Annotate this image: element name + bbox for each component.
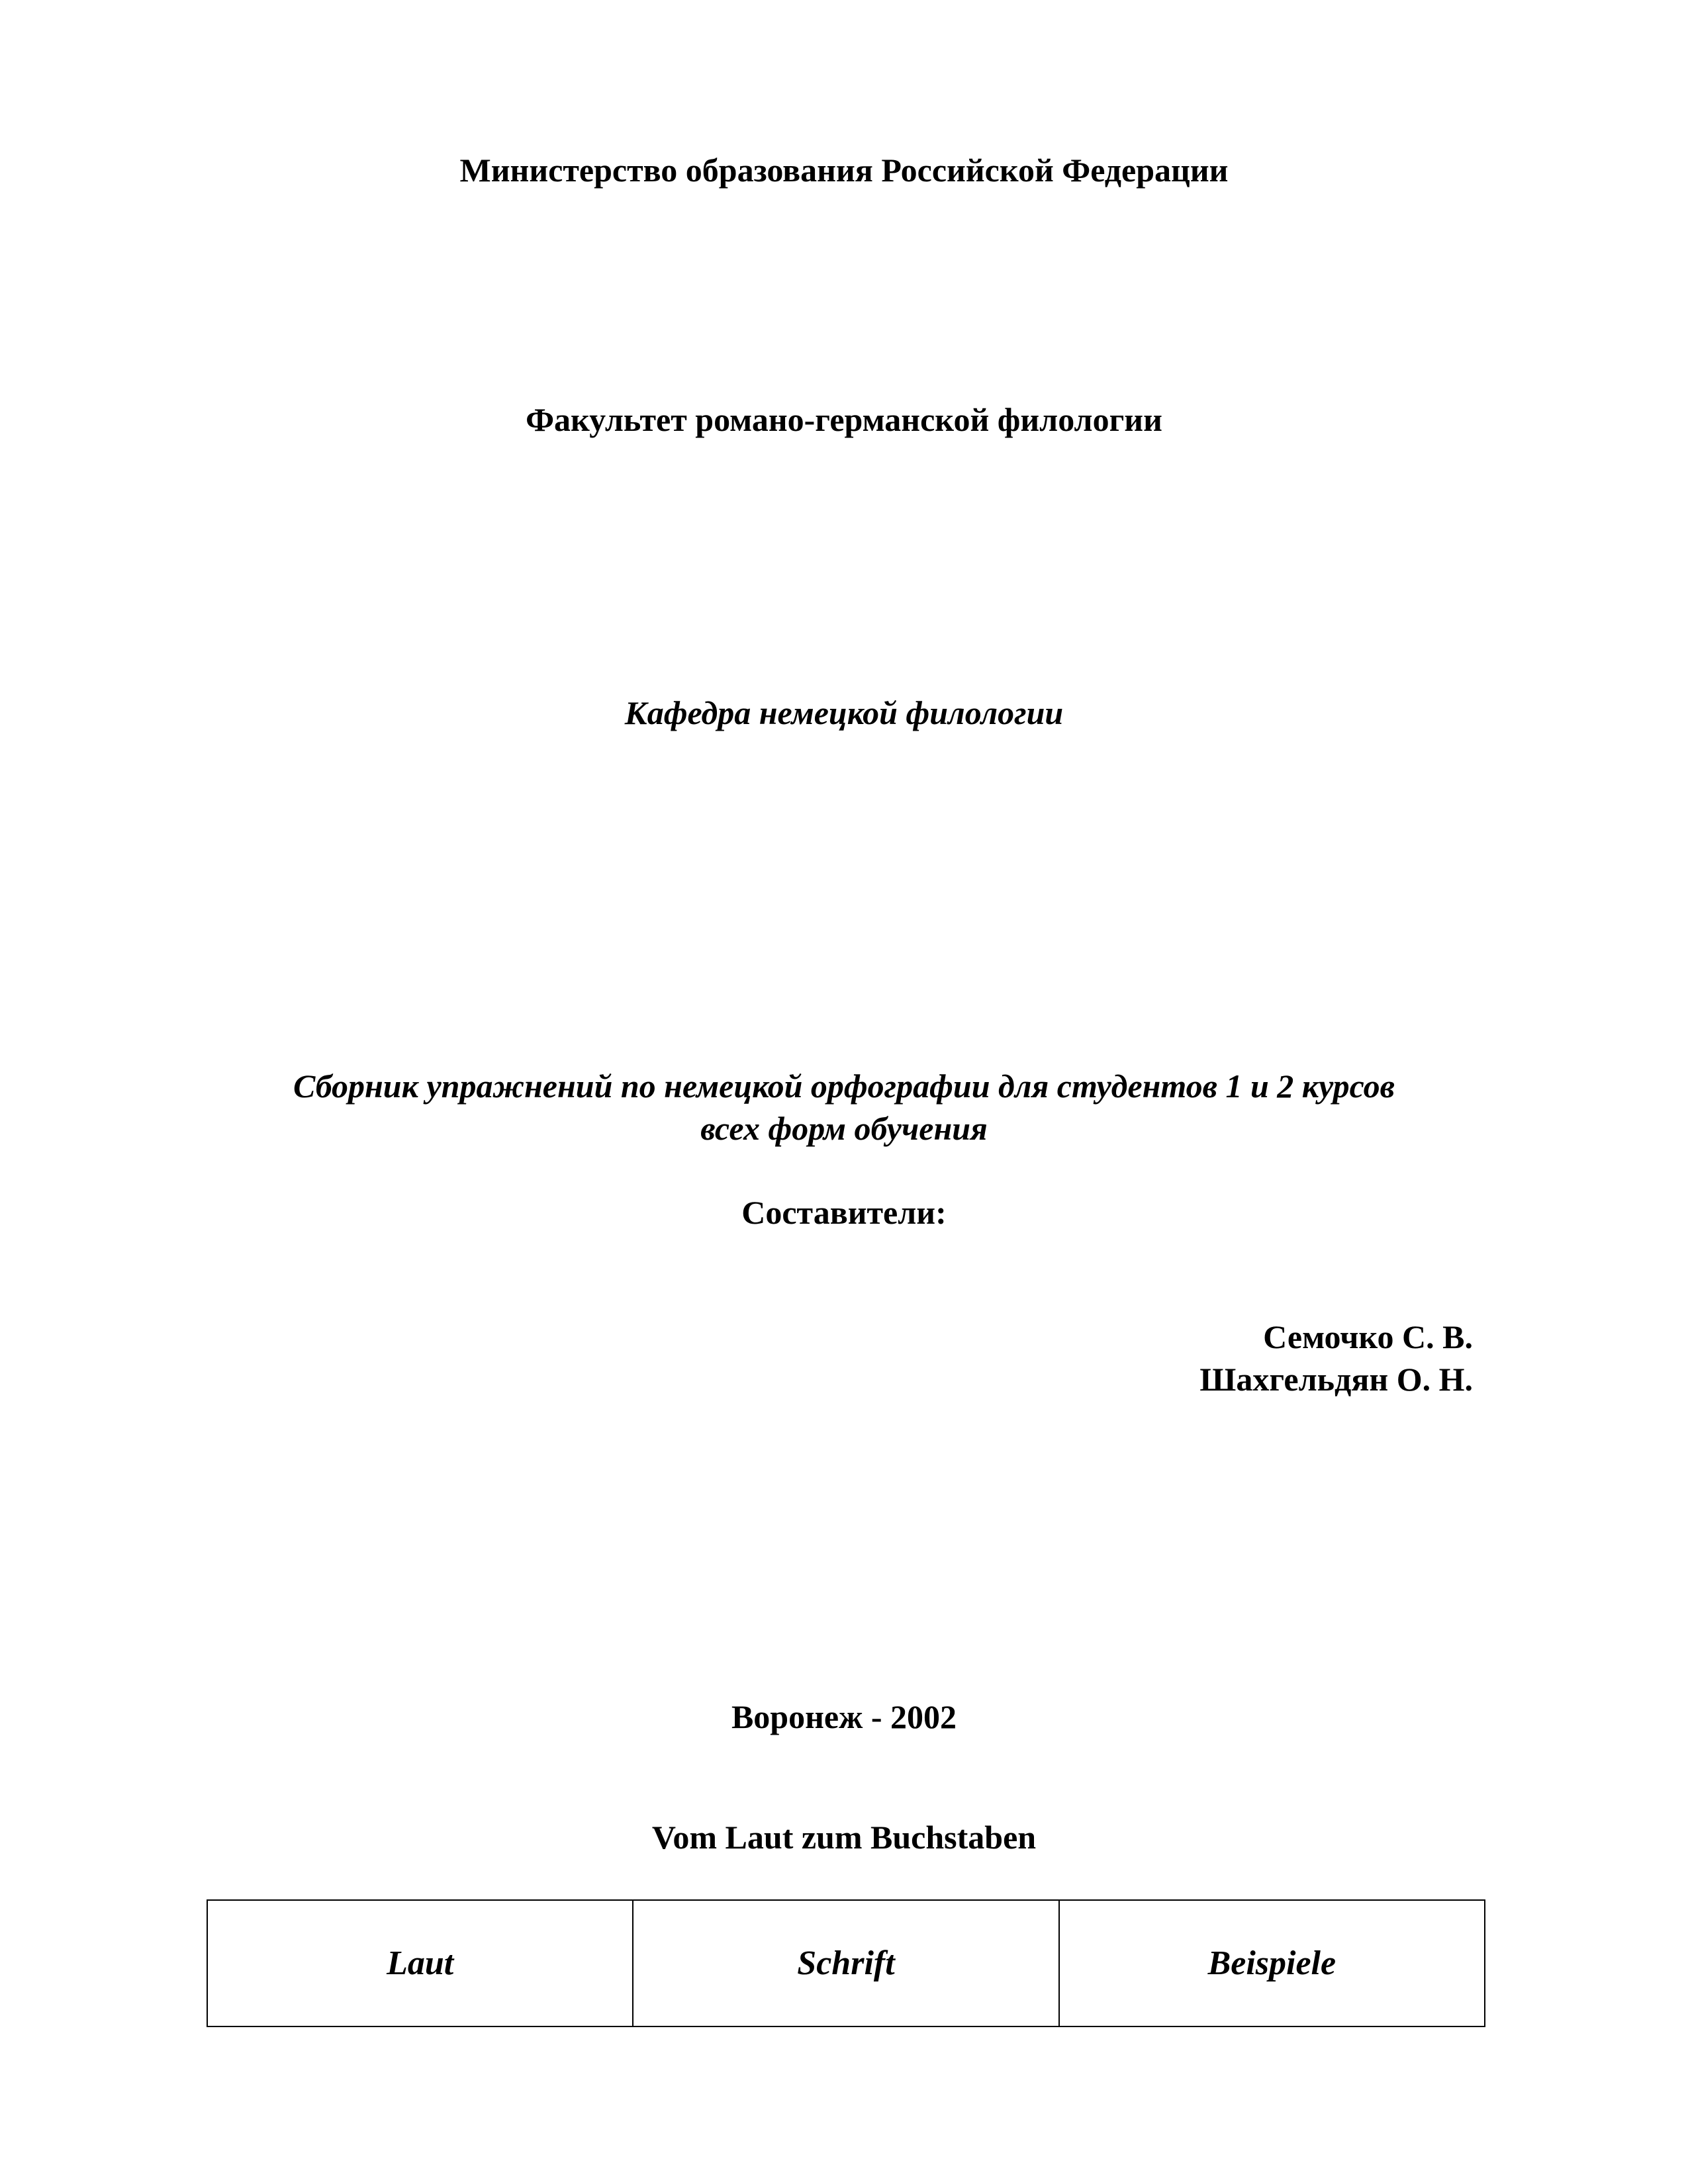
faculty-heading: Факультет романо-германской филологии xyxy=(526,401,1162,438)
document-title-line-1: Сборник упражнений по немецкой орфографии для студентов 1 и 2 курсов xyxy=(293,1068,1395,1105)
compilers-list xyxy=(1199,1316,1473,1400)
compiler-name: Шахгельдян О. Н. xyxy=(1199,1361,1473,1398)
laut-table xyxy=(207,1899,1485,2027)
city-year: Воронеж - 2002 xyxy=(731,1698,957,1735)
section-heading: Vom Laut zum Buchstaben xyxy=(651,1819,1037,1856)
document-title-line-2: всех форм обучения xyxy=(700,1110,988,1147)
table-header-cell: Schrift xyxy=(633,1900,1058,2026)
table-header-cell: Laut xyxy=(207,1900,633,2026)
ministry-heading: Министерство образования Российской Федерации xyxy=(459,152,1229,189)
compiler-name: Семочко С. В. xyxy=(1263,1318,1473,1355)
compilers-label: Составители: xyxy=(741,1194,947,1231)
chair-heading: Кафедра немецкой филологии xyxy=(624,694,1064,731)
table-header-cell: Beispiele xyxy=(1059,1900,1485,2026)
table-header-row xyxy=(207,1900,1485,2026)
